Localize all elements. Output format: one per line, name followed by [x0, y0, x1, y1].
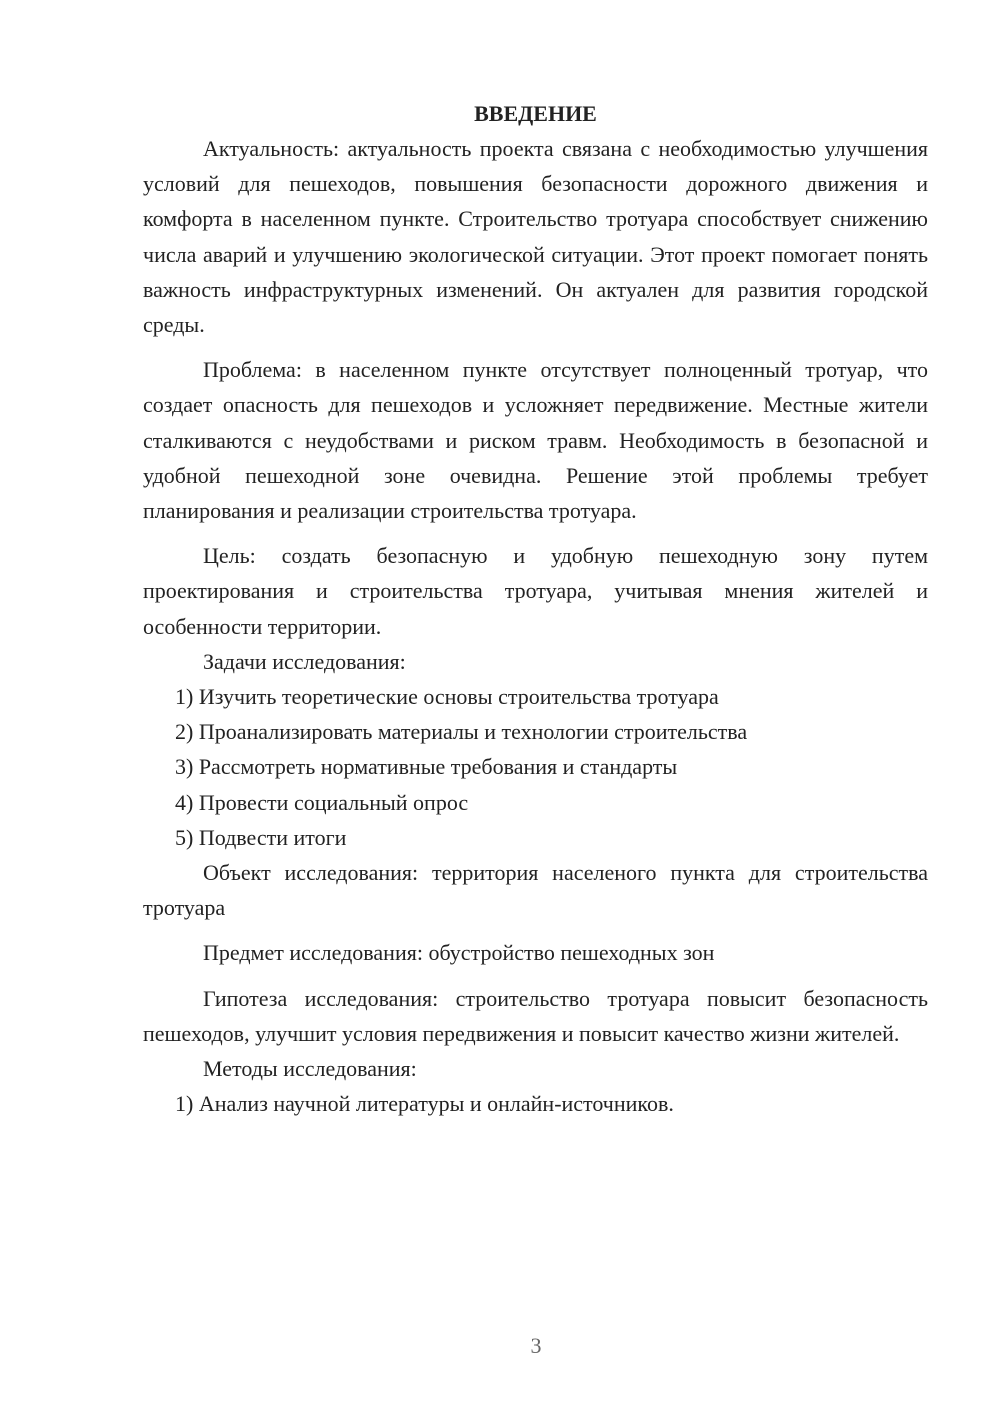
task-item: 2) Проанализировать материалы и технологии строительства — [175, 719, 748, 745]
problem-paragraph: Проблема: в населенном пункте отсутствует полноценный тротуар, что создает опасность для пешеходов и усложняет передвижение. Местные жители сталкиваются с неудобствами и риском травм. Необходимость в безопасной и удобной пешеходной зоне очевидна. Решение этой проблемы требует планирования и реализации строительства тротуара. — [143, 357, 928, 524]
subject-paragraph: Предмет исследования: обустройство пешеходных зон — [203, 940, 715, 966]
task-item: 5) Подвести итоги — [175, 824, 347, 850]
task-item: 4) Провести социальный опрос — [175, 789, 469, 815]
hypothesis-paragraph: Гипотеза исследования: строительство тротуара повысит безопасность пешеходов, улучшит условия передвижения и повысит качество жизни жителей. — [143, 985, 928, 1046]
task-item: 1) Изучить теоретические основы строительства тротуара — [175, 684, 719, 710]
page-content — [143, 96, 928, 1121]
method-item: 1) Анализ научной литературы и онлайн-источников. — [175, 1091, 674, 1117]
task-item: 3) Рассмотреть нормативные требования и стандарты — [175, 754, 678, 780]
page-title: ВВЕДЕНИЕ — [474, 101, 597, 126]
page-number: 3 — [530, 1333, 542, 1358]
object-paragraph: Объект исследования: территория населеного пункта для строительства тротуара — [143, 860, 928, 921]
relevance-paragraph: Актуальность: актуальность проекта связана с необходимостью улучшения условий для пешеходов, повышения безопасности дорожного движения и комфорта в населенном пункте. Строительство тротуара способствует снижению числа аварий и улучшению экологической ситуации. Этот проект помогает понять важность инфраструктурных изменений. Он актуален для развития городской среды. — [143, 136, 928, 338]
tasks-label: Задачи исследования: — [203, 648, 406, 674]
goal-paragraph: Цель: создать безопасную и удобную пешеходную зону путем проектирования и строительства тротуара, учитывая мнения жителей и особенности территории. — [143, 543, 928, 639]
methods-label: Методы исследования: — [203, 1056, 417, 1082]
